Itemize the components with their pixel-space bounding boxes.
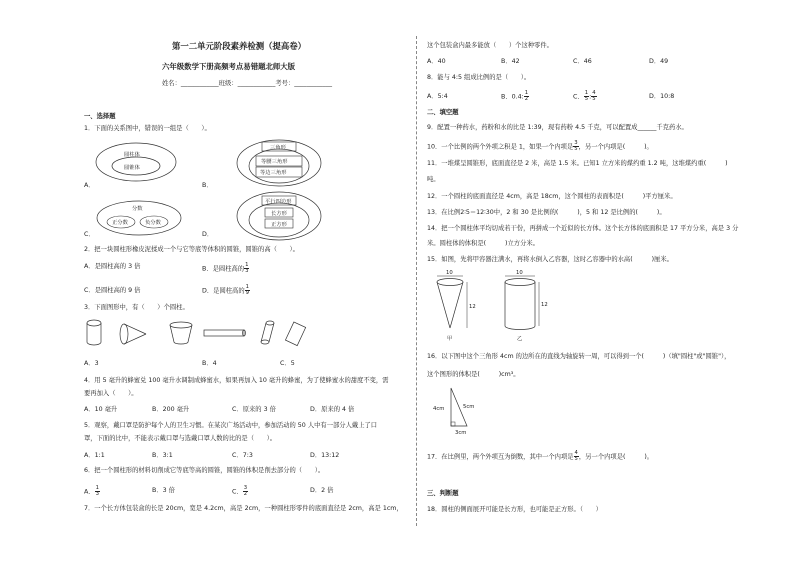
q5-opt-d: D．13:12 xyxy=(310,452,340,459)
q6-opt-b: B．3 倍 xyxy=(152,487,175,494)
q6-text: 6．把一个圆柱形的材料切削成它等底等高的圆锥，圆锥的体积是削去部分的（ ）。 xyxy=(84,467,325,474)
q15-figure xyxy=(431,268,561,344)
q3-opt-a: A．3 xyxy=(84,360,99,367)
q13-text: 13．在比例2∶5＝12∶30中，2 和 30 是比例的( )，5 和 12 是比例的( )。 xyxy=(427,209,666,216)
q5-text-line1: 5．观察，戴口罩是防护每个人的卫生习惯。在某次广场活动中，参加活动的 50 人中有一部分人戴上了口 xyxy=(84,422,378,429)
q4-opt-c: C．原来的 3 倍 xyxy=(232,406,276,413)
q16-side-a: 4cm xyxy=(433,406,445,412)
page-title: 第一二单元阶段素养检测（提高卷） xyxy=(172,41,306,51)
q1-figure-a xyxy=(94,140,184,190)
q4-opt-a: A．10 毫升 xyxy=(84,406,118,413)
q15-cyl-height: 12 xyxy=(541,302,548,308)
q10-text: 10．一个比例的两个外项之积是 1，如果一个内项是 $\frac{3}{5}$ ，另一个内项是( )。 xyxy=(427,140,653,152)
q5-opt-c: C．7:3 xyxy=(232,452,253,459)
q15-cylinder xyxy=(505,270,548,342)
q2-opt-d: D．是圆柱高的 $\frac{1}{9}$ xyxy=(202,284,250,296)
q1-opt-a: A． xyxy=(84,182,95,189)
q3-shape-slanted-cylinder xyxy=(261,321,274,344)
q1-figure-d xyxy=(234,190,324,242)
q7-opt-b: B．42 xyxy=(501,58,520,65)
q11-text-line1: 11．一堆煤呈圆锥形，底面直径是 2 米，高是 1.5 米。已知1 立方米的煤约重 1.2 吨，这堆煤约重( ) xyxy=(427,160,728,167)
q14-text-line2: 米。圆柱体的体积是( )立方分米。 xyxy=(427,240,539,247)
q3-opt-b: B．4 xyxy=(202,360,217,367)
q4-opt-d: D．原来的 4 倍 xyxy=(310,406,355,413)
q7-opt-c: C．46 xyxy=(573,58,592,65)
q3-shape-rod xyxy=(204,330,246,336)
q5-opt-a: A．1:1 xyxy=(84,452,105,459)
section-fill: 二、填空题 xyxy=(427,109,459,116)
q7-opt-a: A．40 xyxy=(427,58,446,65)
q6-opt-a: A． $\frac{1}{3}$ xyxy=(84,485,99,497)
q16-side-c: 3cm xyxy=(455,430,467,436)
q8-opt-d: D．10:8 xyxy=(649,93,675,100)
q15-cyl-name: 乙 xyxy=(517,336,523,342)
q3-opt-c: C．5 xyxy=(280,360,295,367)
q4-text-line1: 4．用 5 毫升的蜂蜜兑 100 毫升水调制成蜂蜜水，如果再加入 10 毫升的蜂蜜，为了使蜂蜜水的甜度不变，需 xyxy=(84,377,389,384)
q3-shapes xyxy=(84,318,324,350)
q8-text: 8．能与 4:5 组成比例的是（ ）。 xyxy=(427,74,531,81)
q1-opt-d: D． xyxy=(202,231,214,238)
q3-shape-tilted-cylinder xyxy=(285,322,305,346)
q9-text: 9．配置一种药水，药粉和水的比是 1:39，现有药粉 4.5 千克，可以配置成______千克药水。 xyxy=(427,124,688,131)
q1d-top-label: 平行四边形 xyxy=(265,199,292,205)
q8-opt-a: A．5:4 xyxy=(427,93,448,100)
q7-opt-d: D．49 xyxy=(649,58,669,65)
q11-text-line2: 吨。 xyxy=(427,176,440,183)
q7-text-cont: 这个包装盒内最多能放（ ）个这种零件。 xyxy=(427,42,553,49)
q1-text: 1．下面的关系图中，错误的一组是（ ）。 xyxy=(84,125,211,132)
q1a-outer-label: 圆柱体 xyxy=(124,152,140,158)
q1d-in-label: 正方形 xyxy=(271,222,287,228)
q7-text: 7．一个长方体包装盒的长是 20cm，宽是 4.2cm，高是 2cm，一种圆柱形零件的底面直径是 2cm，高是 1cm， xyxy=(84,505,403,512)
q3-shape-frustum xyxy=(170,322,192,344)
column-divider xyxy=(416,36,417,526)
q5-text-line2: 罩，下面的比中，不能表示戴口罩与选戴口罩人数的比的是（ ）。 xyxy=(84,435,277,442)
q8-opt-b: B．0.4: $\frac{1}{2}$ xyxy=(501,90,529,102)
q2-opt-b: B．是圆柱高的 $\frac{1}{3}$ xyxy=(202,262,249,274)
q1-figure-b xyxy=(234,136,324,188)
q2-opt-c: C．是圆柱高的 9 倍 xyxy=(84,287,141,294)
q6-opt-d: D．2 倍 xyxy=(310,487,334,494)
q1c-right-label: 负分数 xyxy=(145,220,161,226)
student-info-line: 姓名：____________班级：____________考号：____________ xyxy=(162,80,333,87)
q1b-mid-label: 等腰三角形 xyxy=(261,159,288,165)
q16-text-line2: 这个图形的体积是( )cm³。 xyxy=(427,371,520,378)
q17-text: 17．在比例里，两个外项互为倒数，其中一个内项是 $\frac{4}{5}$ ，另一个内项是( )。 xyxy=(427,450,654,462)
q1c-top-label: 分数 xyxy=(132,206,143,212)
q12-text: 12．一个圆柱的底面直径是 4cm，高是 18cm，这个圆柱的表面积是( )平方厘米。 xyxy=(427,193,677,200)
q1-opt-b: B． xyxy=(202,182,213,189)
q15-cone-width: 10 xyxy=(446,270,453,276)
q1-figure-c xyxy=(94,196,184,238)
q5-opt-b: B．3:1 xyxy=(152,452,173,459)
q3-text: 3．下面图形中，有（ ）个圆柱。 xyxy=(84,304,189,311)
section-judge: 三、判断题 xyxy=(427,490,459,497)
q15-cyl-width: 10 xyxy=(516,270,523,276)
q1a-inner-label: 圆锥体 xyxy=(124,165,140,171)
q1d-mid-label: 长方形 xyxy=(271,211,287,217)
q4-opt-b: B．200 毫升 xyxy=(152,406,190,413)
q3-shape-cone-side xyxy=(120,324,146,344)
q15-text: 15．如图，先将甲容器注满水，再将水倒入乙容器，这时乙容器中的水高( )厘米。 xyxy=(427,256,673,263)
q6-opt-c: C． $\frac{3}{2}$ xyxy=(232,485,248,497)
section-choice: 一、选择题 xyxy=(84,113,116,120)
q2-opt-a: A．是圆柱高的 3 倍 xyxy=(84,263,141,270)
q16-side-b: 5cm xyxy=(463,404,475,410)
q4-text-line2: 要再加入（ ）。 xyxy=(84,390,138,397)
q2-text: 2．把一块圆柱形橡皮泥揉成一个与它等底等体积的圆锥，圆锥的高（ ）。 xyxy=(84,246,299,253)
q15-cone-name: 甲 xyxy=(447,336,453,342)
q15-cone xyxy=(437,270,476,342)
q14-text-line1: 14．把一个圆柱体平均切成若干份，再拼成一个近似的长方体。这个长方体的底面积是 17 平方分米，高是 3 分 xyxy=(427,225,739,232)
q16-triangle-figure xyxy=(431,384,501,436)
q1b-in-label: 等边三角形 xyxy=(260,170,287,176)
q8-opt-c: C． $\frac{1}{5}$ : $\frac{4}{5}$ xyxy=(573,90,596,102)
q1c-left-label: 正分数 xyxy=(112,220,128,226)
q18-text: 18．圆柱的侧面展开可能是长方形，也可能是正方形。（ ） xyxy=(427,506,602,513)
page-subtitle: 六年级数学下册高频考点易错题北师大版 xyxy=(162,62,296,71)
q1b-top-label: 三角形 xyxy=(270,145,286,151)
q15-cone-height: 12 xyxy=(469,304,476,310)
q16-text-line1: 16．以下图中这个三角形 4cm 的边所在的直线为轴旋转一周，可以得到一个( )（填"圆柱"或"圆锥"）， xyxy=(427,353,731,360)
q3-shape-cylinder xyxy=(87,320,101,345)
q1-opt-c: C． xyxy=(84,231,95,238)
